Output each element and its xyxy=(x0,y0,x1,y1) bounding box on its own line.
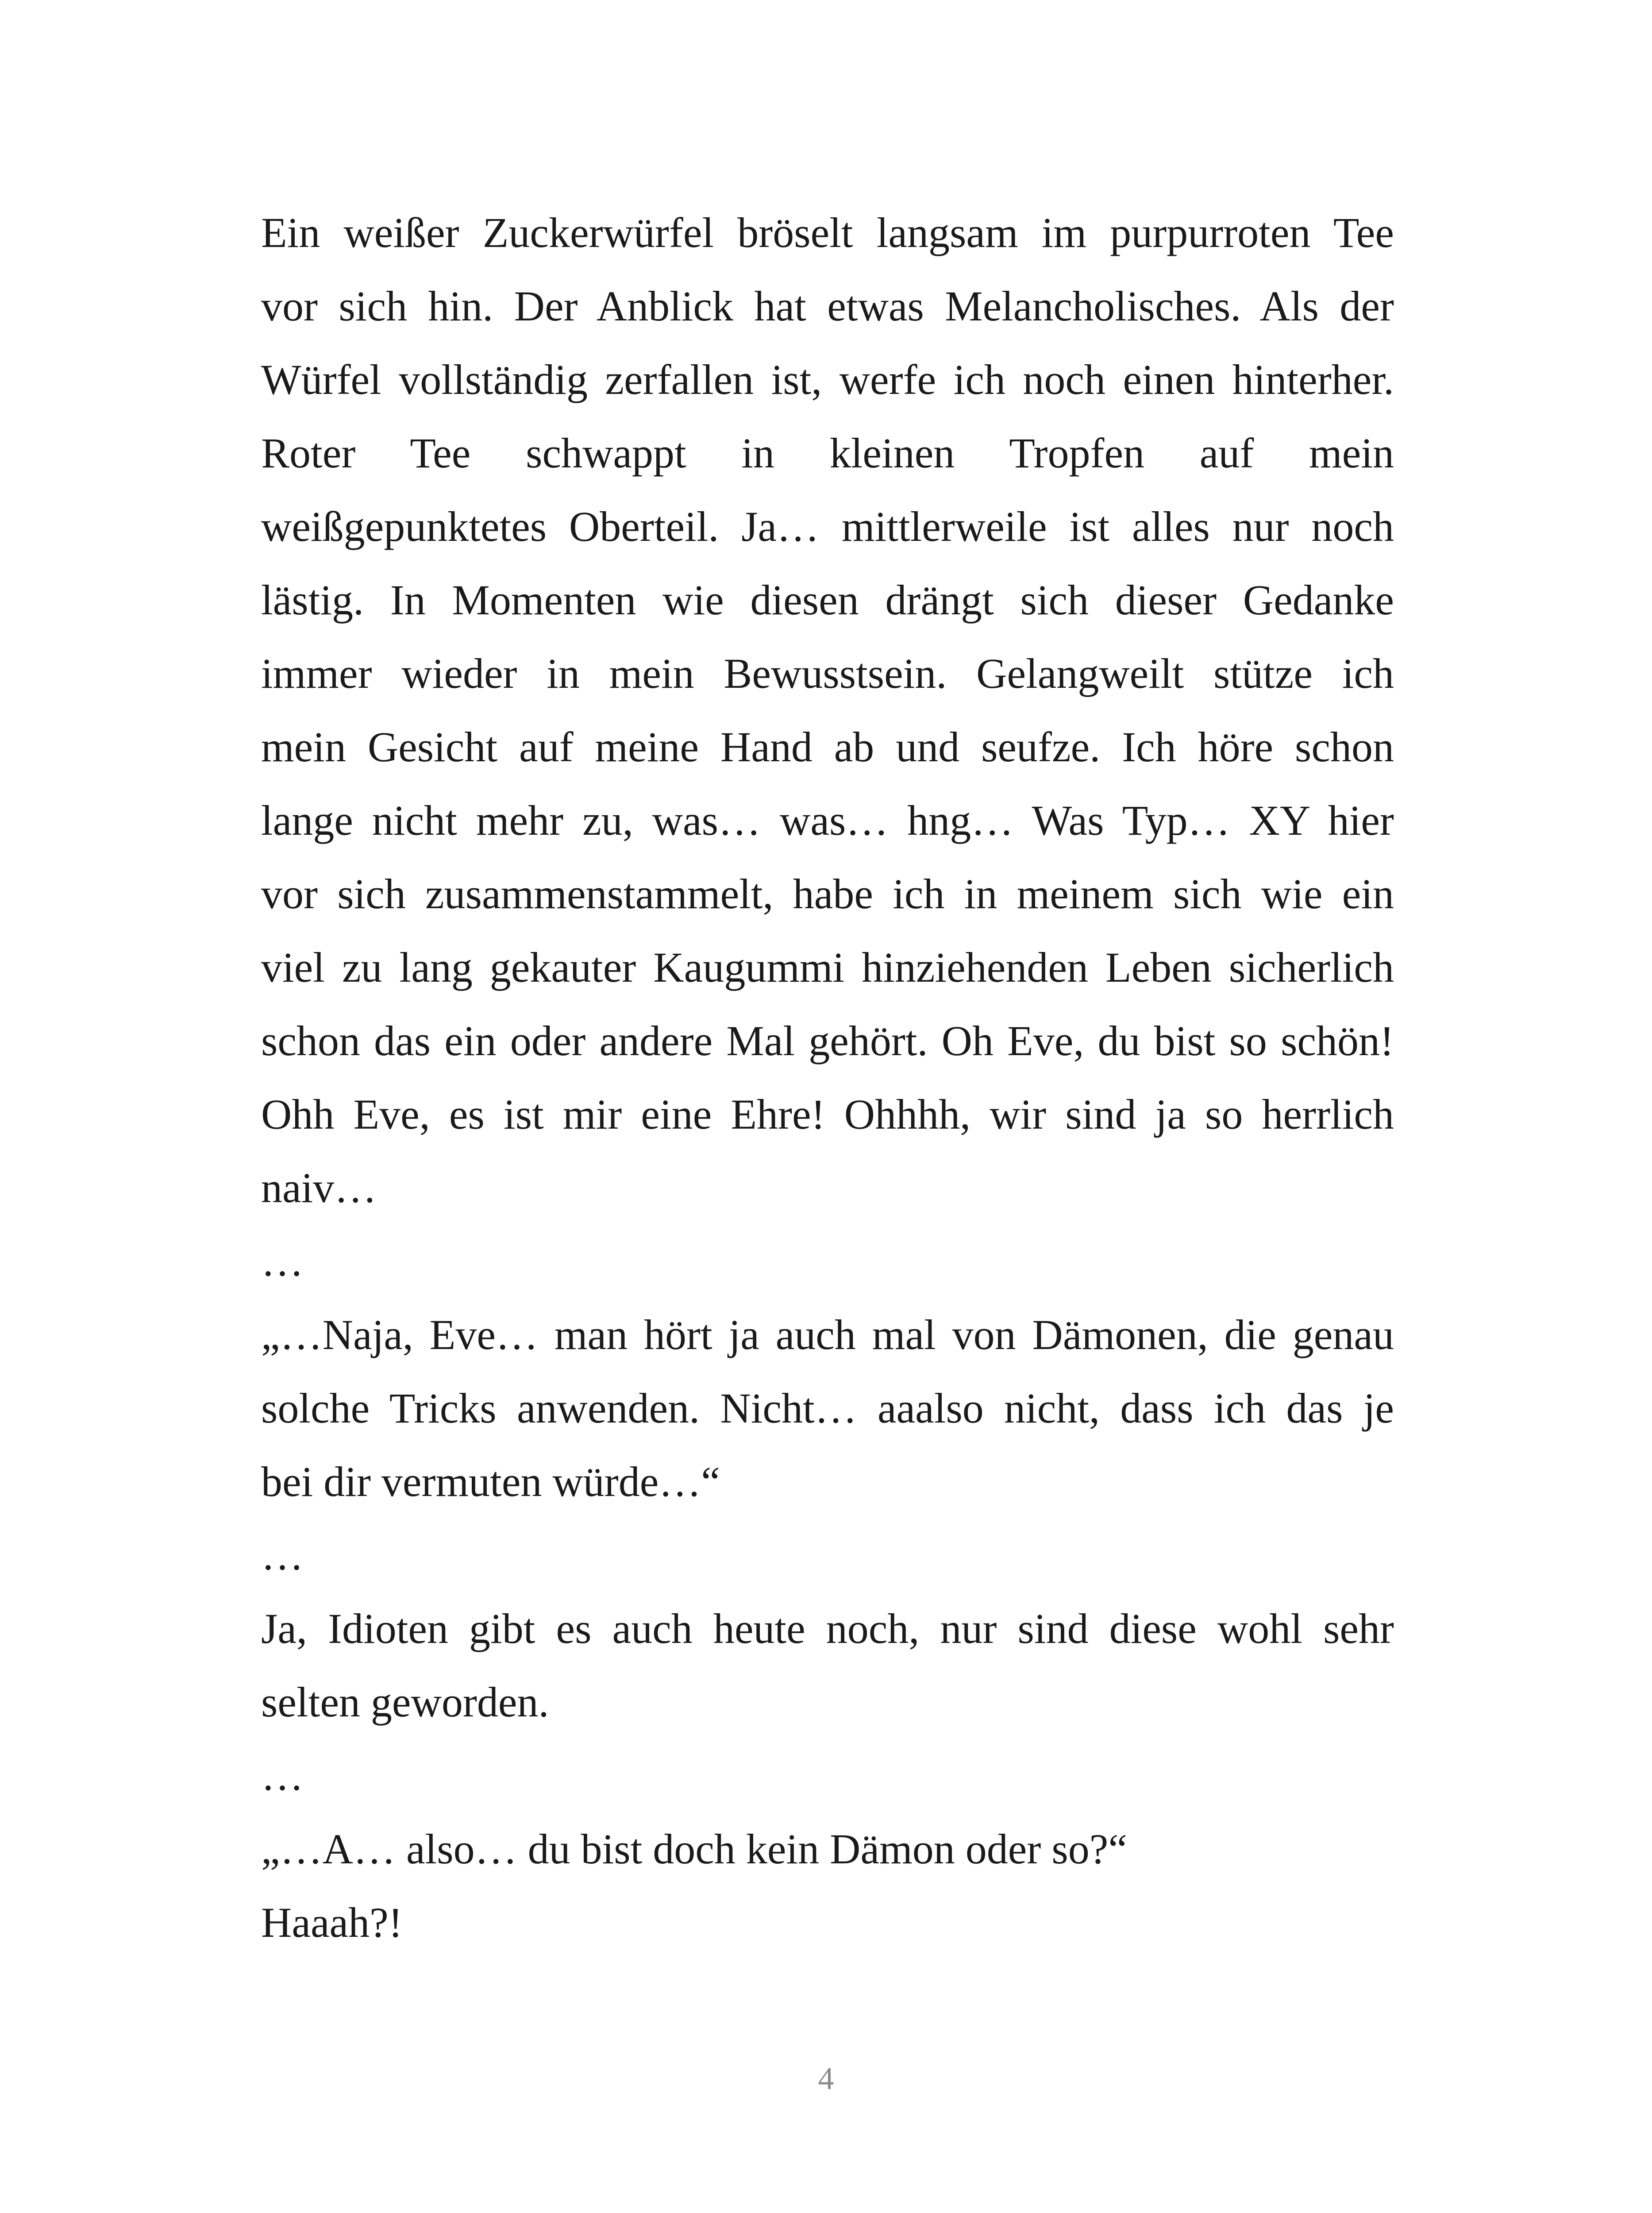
text-line: bei dir vermuten würde…“ xyxy=(261,1458,720,1505)
text-line: „…A… also… du bist doch kein Dämon oder so?“ xyxy=(261,1825,1127,1873)
text-line: vor sich hin. Der Anblick hat etwas Melancholisches. Als der xyxy=(261,282,1394,330)
text-line: lästig. In Momenten wie diesen drängt sich dieser Gedanke xyxy=(261,576,1394,624)
text-line: solche Tricks anwenden. Nicht… aaalso nicht, dass ich das je xyxy=(261,1384,1394,1432)
text-line: Ohh Eve, es ist mir eine Ehre! Ohhhh, wir sind ja so herrlich xyxy=(261,1091,1394,1138)
text-line: lange nicht mehr zu, was… was… hng… Was Typ… XY hier xyxy=(261,797,1394,844)
text-line: Ein weißer Zuckerwürfel bröselt langsam im purpurroten Tee xyxy=(261,209,1394,256)
text-line: viel zu lang gekauter Kaugummi hinziehenden Leben sicherlich xyxy=(261,944,1394,991)
text-line: selten geworden. xyxy=(261,1678,549,1726)
text-line: weißgepunktetes Oberteil. Ja… mittlerweile ist alles nur noch xyxy=(261,503,1394,550)
page-number: 4 xyxy=(818,2061,834,2096)
text-line: Haaah?! xyxy=(261,1899,403,1946)
text-line: naiv… xyxy=(261,1164,377,1211)
text-line: mein Gesicht auf meine Hand ab und seufze. Ich höre schon xyxy=(261,723,1394,771)
text-line: … xyxy=(261,1238,304,1285)
text-line: immer wieder in mein Bewusstsein. Gelangweilt stütze ich xyxy=(261,650,1394,697)
body-text xyxy=(261,196,1394,1959)
text-line: Roter Tee schwappt in kleinen Tropfen auf mein xyxy=(261,429,1394,477)
text-line: Ja, Idioten gibt es auch heute noch, nur sind diese wohl sehr xyxy=(261,1605,1394,1652)
text-line: Würfel vollständig zerfallen ist, werfe ich noch einen hinterher. xyxy=(261,356,1394,403)
text-line: … xyxy=(261,1752,304,1799)
text-line: schon das ein oder andere Mal gehört. Oh Eve, du bist so schön! xyxy=(261,1017,1394,1064)
text-line: … xyxy=(261,1531,304,1579)
text-line: „…Naja, Eve… man hört ja auch mal von Dämonen, die genau xyxy=(261,1311,1394,1358)
text-line: vor sich zusammenstammelt, habe ich in meinem sich wie ein xyxy=(261,870,1394,918)
